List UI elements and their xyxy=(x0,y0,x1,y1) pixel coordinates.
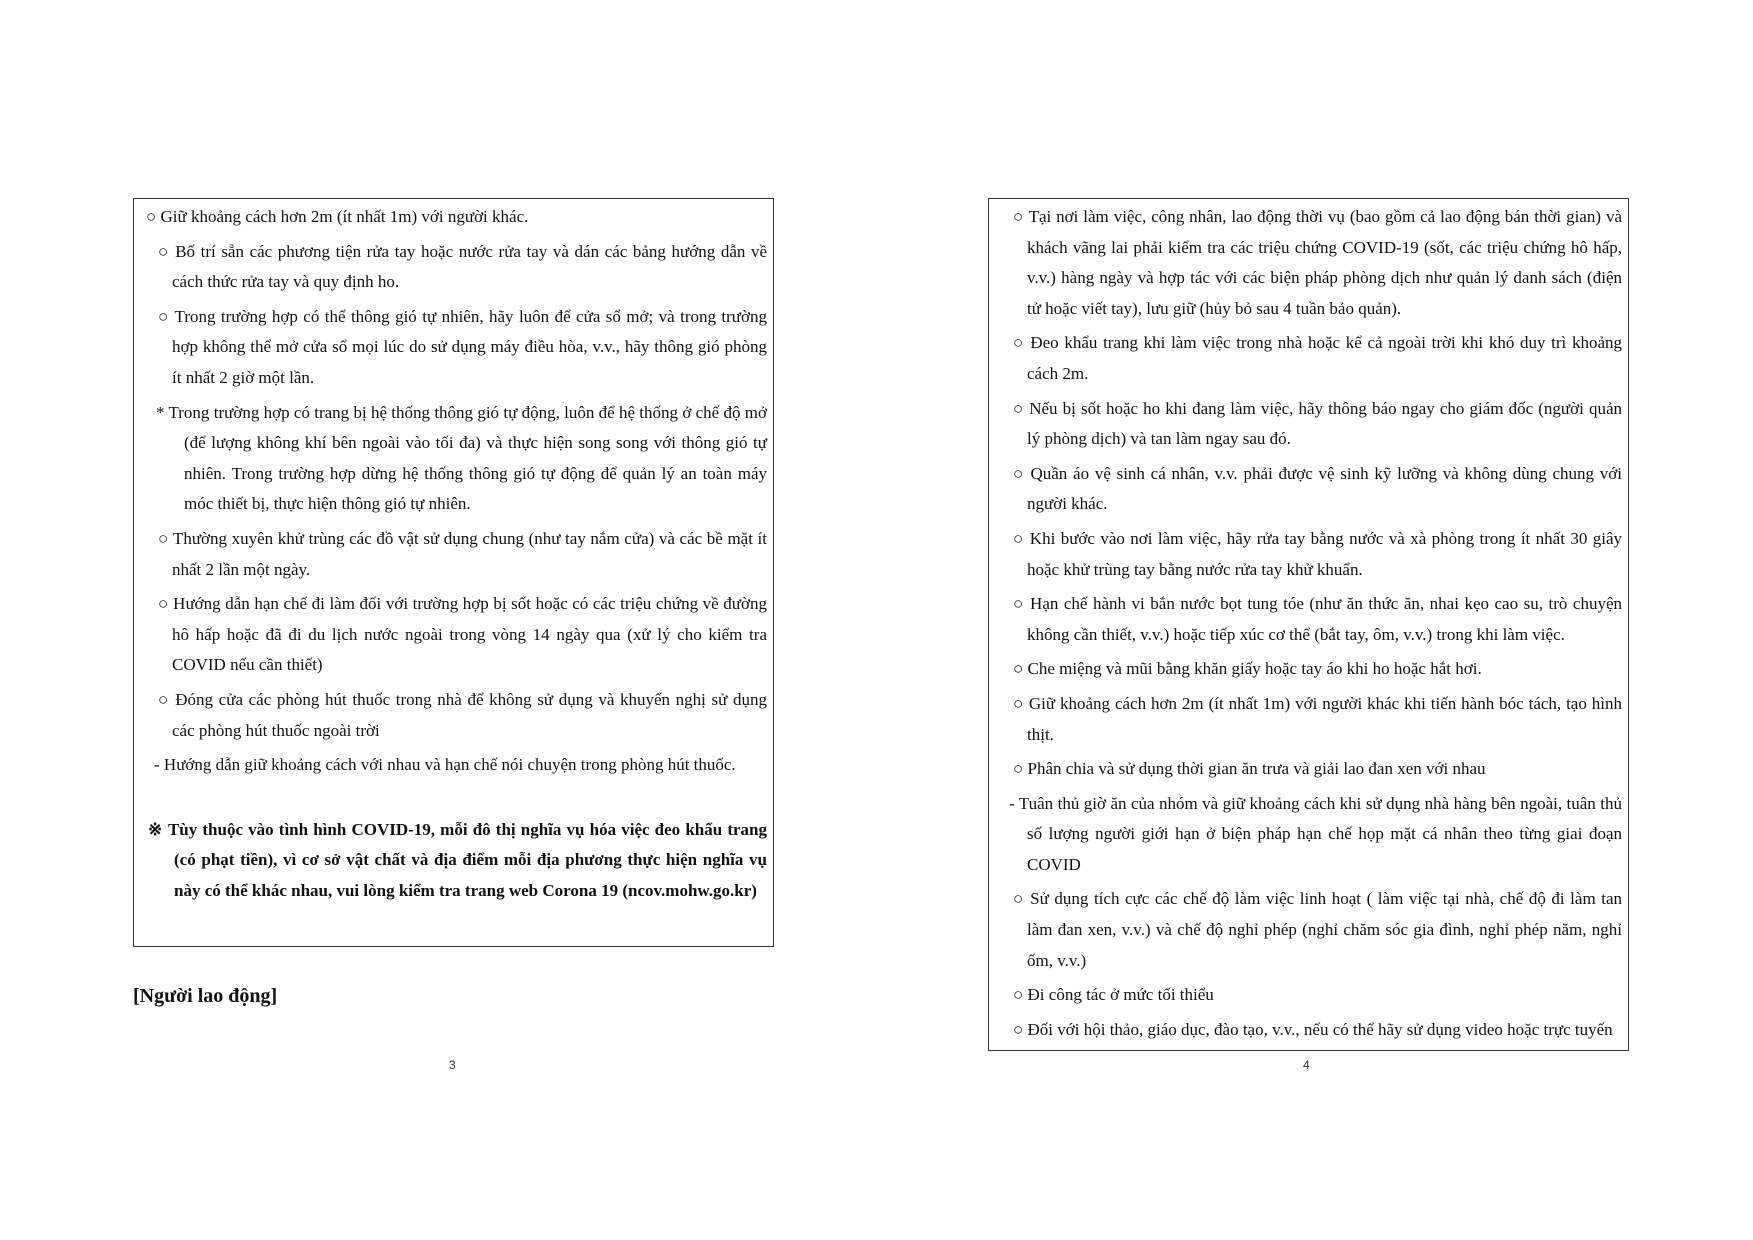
right-item-8: ○ Giữ khoảng cách hơn 2m (ít nhất 1m) với người khác khi tiến hành bóc tách, tạo hình thịt. xyxy=(1013,693,1622,744)
right-item-13: ○ Đối với hội thảo, giáo dục, đào tạo, v.v., nếu có thể hãy sử dụng video hoặc trực tuyến xyxy=(1013,1019,1613,1039)
right-item-12: ○ Đi công tác ở mức tối thiểu xyxy=(1013,985,1214,1005)
spacer xyxy=(146,785,767,815)
left-item-6: ○ Hướng dẫn hạn chế đi làm đối với trường hợp bị sốt hoặc có các triệu chứng về đường hô hấp hoặc đã đi du lịch nước ngoài trong vòng 14 ngày qua (xử lý cho kiểm tra COVID nếu cần thiết) xyxy=(158,594,767,675)
right-item-11: ○ Sử dụng tích cực các chế độ làm việc linh hoạt ( làm việc tại nhà, chế độ đi làm tan làm đan xen, v.v.) và chế độ nghỉ phép (nghỉ chăm sóc gia đình, nghỉ phép năm, nghỉ ốm, v.v.) xyxy=(1013,889,1622,970)
left-item-4: * Trong trường hợp có trang bị hệ thống thông gió tự động, luôn để hệ thống ở chế độ mở (để lượng không khí bên ngoài vào tối đa) và thực hiện song song với thông gió tự nhiên. Trong trường hợp dừng hệ thống thông gió tự động để quản lý an toàn máy móc thiết bị, thực hiện thông gió tự nhiên. xyxy=(156,402,767,514)
right-item-7: ○ Che miệng và mũi bằng khăn giấy hoặc tay áo khi ho hoặc hắt hơi. xyxy=(1013,659,1482,679)
right-item-6: ○ Hạn chế hành vi bắn nước bọt tung tóe (như ăn thức ăn, nhai kẹo cao su, trò chuyện không cần thiết, v.v.) hoặc tiếp xúc cơ thể (bắt tay, ôm, v.v.) trong khi làm việc. xyxy=(1013,594,1622,644)
mask-mandate-note: ※ Tùy thuộc vào tình hình COVID-19, mỗi đô thị nghĩa vụ hóa việc đeo khẩu trang (có phạt tiền), vì cơ sở vật chất và địa điểm mỗi địa phương thực hiện nghĩa vụ này có thể khác nhau, vui lòng kiểm tra trang web Corona 19 (ncov.mohw.go.kr) xyxy=(148,819,767,900)
right-item-5: ○ Khi bước vào nơi làm việc, hãy rửa tay bằng nước và xà phòng trong ít nhất 30 giây hoặc khử trùng tay bằng nước rửa tay khử khuẩn. xyxy=(1013,528,1622,579)
workers-section-heading: [Người lao động] xyxy=(133,985,278,1007)
left-item-2: ○ Bố trí sẵn các phương tiện rửa tay hoặc nước rửa tay và dán các bảng hướng dẫn về cách thức rửa tay và quy định ho. xyxy=(158,241,767,292)
right-item-9: ○ Phân chia và sử dụng thời gian ăn trưa và giải lao đan xen với nhau xyxy=(1013,759,1486,779)
right-item-1: ○ Tại nơi làm việc, công nhân, lao động thời vụ (bao gồm cả lao động bán thời gian) và khách vãng lai phải kiểm tra các triệu chứng COVID-19 (sốt, các triệu chứng hô hấp, v.v.) hàng ngày và hợp tác với các biện pháp phòng dịch như quản lý danh sách (điện tử hoặc viết tay), lưu giữ (hủy bỏ sau 4 tuần bảo quản). xyxy=(1013,207,1622,318)
right-item-4: ○ Quần áo vệ sinh cá nhân, v.v. phải được vệ sinh kỹ lưỡng và không dùng chung với người khác. xyxy=(1013,463,1622,514)
left-item-1: ○ Giữ khoảng cách hơn 2m (ít nhất 1m) với người khác. xyxy=(146,207,529,226)
page-number-left: 3 xyxy=(449,1058,456,1072)
left-guideline-box xyxy=(133,198,774,947)
left-item-8: - Hướng dẫn giữ khoảng cách với nhau và hạn chế nói chuyện trong phòng hút thuốc. xyxy=(154,755,736,775)
right-item-10: - Tuân thủ giờ ăn của nhóm và giữ khoảng cách khi sử dụng nhà hàng bên ngoài, tuân thủ số lượng người giới hạn ở biện pháp hạn chế họp mặt cá nhân theo từng giai đoạn COVID xyxy=(1009,793,1622,874)
right-item-3: ○ Nếu bị sốt hoặc ho khi đang làm việc, hãy thông báo ngay cho giám đốc (người quản lý phòng dịch) và tan làm ngay sau đó. xyxy=(1013,398,1622,449)
right-guideline-box xyxy=(988,198,1629,1051)
left-item-7: ○ Đóng cửa các phòng hút thuốc trong nhà để không sử dụng và khuyến nghị sử dụng các phòng hút thuốc ngoài trời xyxy=(158,689,767,740)
page-number-right: 4 xyxy=(1303,1058,1310,1072)
right-item-2: ○ Đeo khẩu trang khi làm việc trong nhà hoặc kể cả ngoài trời khi khó duy trì khoảng cách 2m. xyxy=(1013,333,1622,383)
left-item-5: ○ Thường xuyên khử trùng các đồ vật sử dụng chung (như tay nắm cửa) và các bề mặt ít nhất 2 lần một ngày. xyxy=(158,528,767,579)
left-item-3: ○ Trong trường hợp có thể thông gió tự nhiên, hãy luôn để cửa sổ mở; và trong trường hợp không thể mở cửa sổ mọi lúc do sử dụng máy điều hòa, v.v., hãy thông gió phòng ít nhất 2 giờ một lần. xyxy=(158,306,767,387)
